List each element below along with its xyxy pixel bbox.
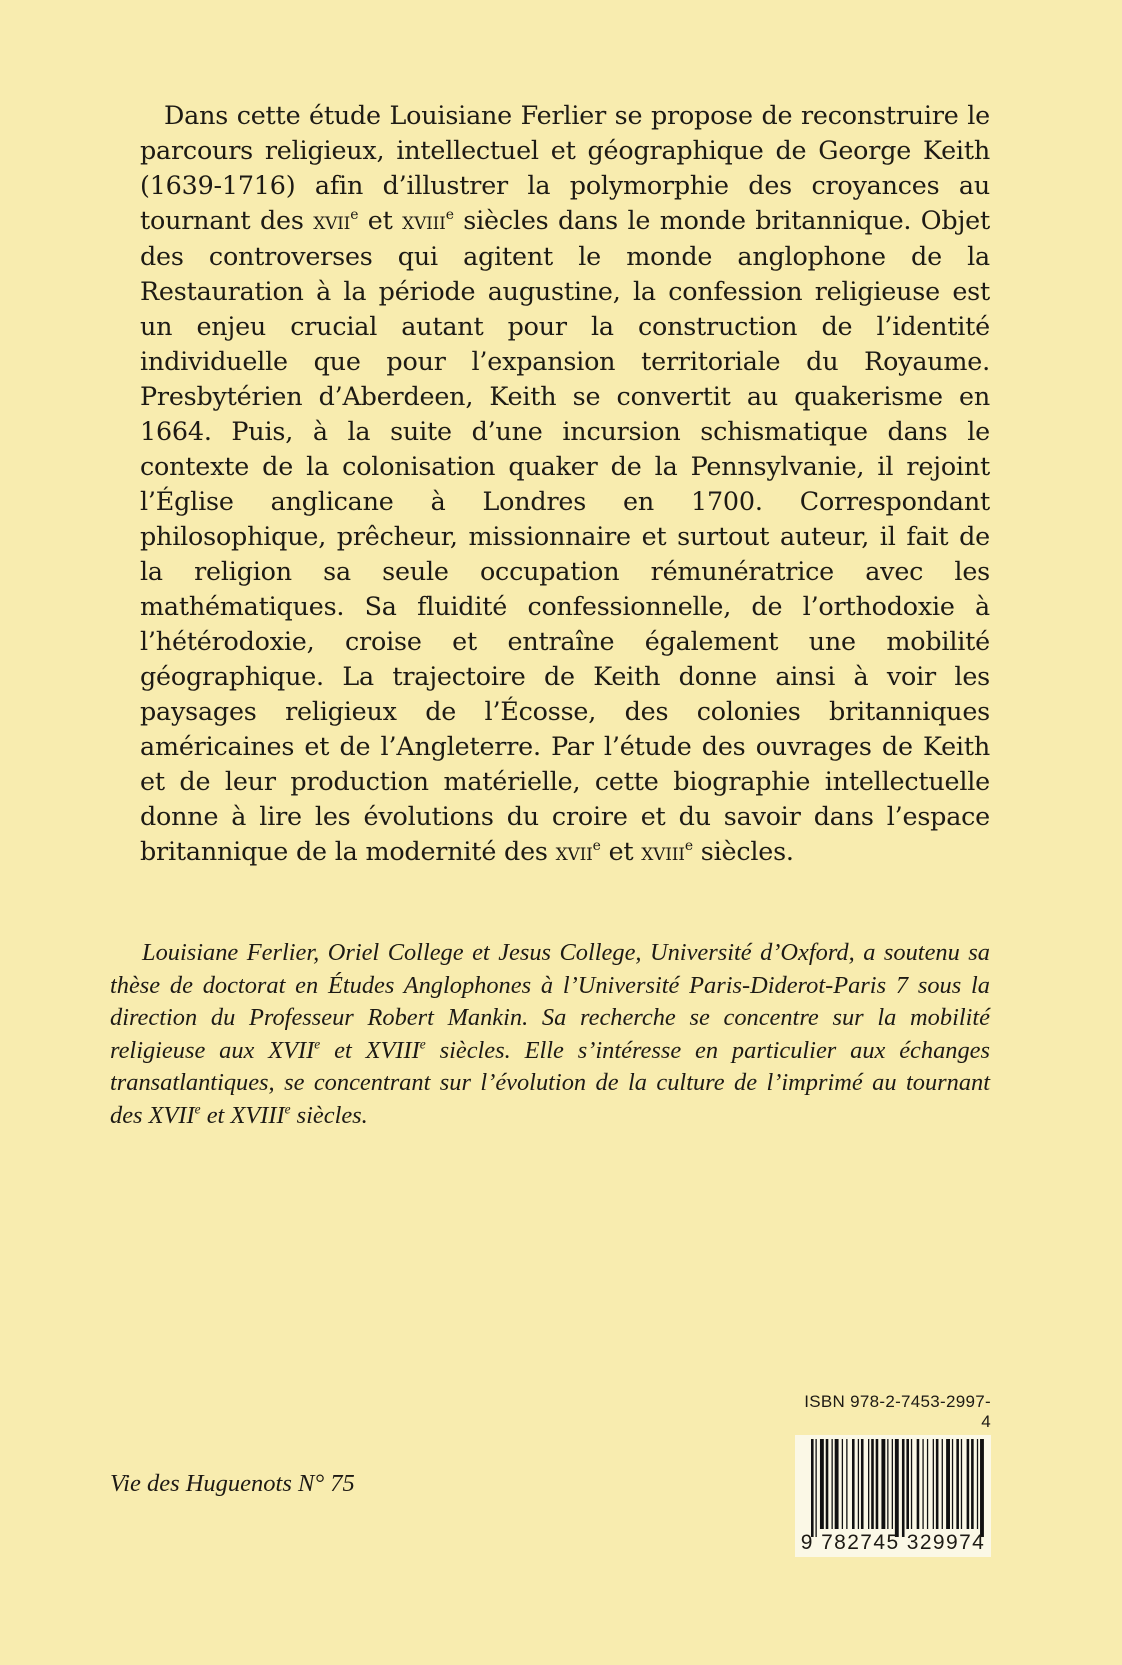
century-18: xviii	[402, 207, 446, 235]
superscript-e: e	[445, 207, 454, 224]
summary-text-3: siècles dans le monde britannique. Objet des controverses qui agitent le monde anglophone de la Restauration à la période augustine, la confession religieuse est un enjeu crucial autant pour la construction de l’identité individuelle que pour l’expansion territoriale du Royaume. Presbytérien d’Aberdeen, Keith se convertit au quakerisme en 1664. Puis, à la suite d’une incursion schismatique dans le contexte de la colonisation quaker de la Pennsylvanie, il rejoint l’Église anglicane à Londres en 1700. Correspondant philosophique, prêcheur, missionnaire et surtout auteur, il fait de la religion sa seule occupation rémunératrice avec les mathématiques. Sa fluidité confessionnelle, de l’orthodoxie à l’hétérodoxie, croise et entraîne également une mobilité géographique. La trajectoire de Keith donne ainsi à voir les paysages religieux de l’Écosse, des colonies britanniques américaines et de l’Angleterre. Par l’étude des ouvrages de Keith et de leur production matérielle, cette biographie intellectuelle donne à lire les évolutions du croire et du savoir dans l’espace britannique de la modernité des	[140, 205, 990, 866]
barcode-bar	[831, 1439, 832, 1529]
century-18: XVIII	[230, 1101, 285, 1129]
barcode-bar	[980, 1439, 984, 1537]
barcode-bar	[942, 1439, 943, 1529]
barcode-bar	[815, 1439, 816, 1537]
summary-text-1: Dans cette étude Louisiane Ferlier se propose de reconstruire le parcours religieux, intellectuel et géographique de George Keith (1639-1716) afin d’illustrer la polymorphie des croyances au tournant des	[140, 100, 990, 235]
isbn-label: ISBN 978-2-7453-2997-4	[804, 1392, 991, 1431]
barcode-bar	[952, 1439, 953, 1529]
barcode-bar	[887, 1439, 888, 1529]
barcode-bar	[846, 1439, 847, 1529]
superscript-e: e	[684, 838, 693, 855]
barcode-bar	[858, 1439, 859, 1529]
isbn-barcode-block	[795, 1392, 991, 1557]
barcode-bar	[876, 1439, 879, 1529]
barcode-bar	[936, 1439, 939, 1529]
barcode-bar	[895, 1439, 899, 1537]
barcode-bar	[892, 1439, 893, 1529]
summary-paragraph	[140, 98, 990, 870]
barcode-bar	[961, 1439, 962, 1529]
barcode-bar	[917, 1439, 920, 1529]
superscript-e: e	[194, 1101, 201, 1117]
century-17: xvii	[555, 838, 593, 866]
series-label: Vie des Huguenots N° 75	[110, 1470, 355, 1497]
century-18: xviii	[641, 838, 685, 866]
barcode-bar	[946, 1439, 950, 1529]
barcode-bar	[852, 1439, 855, 1529]
century-17: XVII	[268, 1036, 315, 1064]
bio-text-4: et	[200, 1101, 231, 1129]
superscript-e: e	[284, 1101, 291, 1117]
barcode-bar	[902, 1439, 905, 1537]
summary-text-4: et	[600, 836, 642, 866]
superscript-e: e	[314, 1036, 321, 1052]
barcode-bar	[967, 1439, 970, 1529]
superscript-e: e	[419, 1036, 426, 1052]
superscript-e: e	[592, 838, 601, 855]
barcode-bar	[881, 1439, 885, 1529]
author-bio	[110, 937, 990, 1132]
summary-text-5: siècles.	[692, 836, 794, 866]
barcode-bar	[868, 1439, 869, 1529]
superscript-e: e	[350, 207, 359, 224]
barcode-bar	[835, 1439, 839, 1529]
barcode-bar	[977, 1439, 978, 1529]
barcode-bar	[971, 1439, 974, 1529]
barcode-bar	[927, 1439, 928, 1529]
bio-text-2: et	[320, 1036, 366, 1064]
barcode-bar	[811, 1439, 814, 1537]
century-17: XVII	[148, 1101, 195, 1129]
barcode-bar	[861, 1439, 864, 1529]
barcode	[795, 1435, 991, 1557]
barcode-bar	[826, 1439, 829, 1529]
barcode-bar	[871, 1439, 874, 1529]
century-18: XVIII	[365, 1036, 420, 1064]
summary-text-2: et	[358, 205, 403, 235]
barcode-bar	[933, 1439, 934, 1529]
barcode-bar	[911, 1439, 912, 1529]
isbn-digits: 9 782745 329974	[800, 1531, 986, 1554]
bio-text-5: siècles.	[290, 1101, 368, 1129]
barcode-bar	[820, 1439, 824, 1529]
bio-text-3: siècles. Elle s’intéresse en particulier aux échanges transatlantiques, se concentrant sur l’évolution de la culture de l’imprimé au tournant des	[110, 1036, 990, 1129]
barcode-bar	[922, 1439, 923, 1529]
barcode-bar	[906, 1439, 909, 1529]
barcode-bar	[956, 1439, 959, 1529]
barcode-bar	[842, 1439, 843, 1529]
century-17: xvii	[313, 207, 351, 235]
bio-text-1: Louisiane Ferlier, Oriel College et Jesus College, Université d’Oxford, a soutenu sa thèse de doctorat en Études Anglophones à l’Université Paris-Diderot-Paris 7 sous la direction du Professeur Robert Mankin. Sa recherche se concentre sur la mobilité religieuse aux	[110, 939, 990, 1064]
